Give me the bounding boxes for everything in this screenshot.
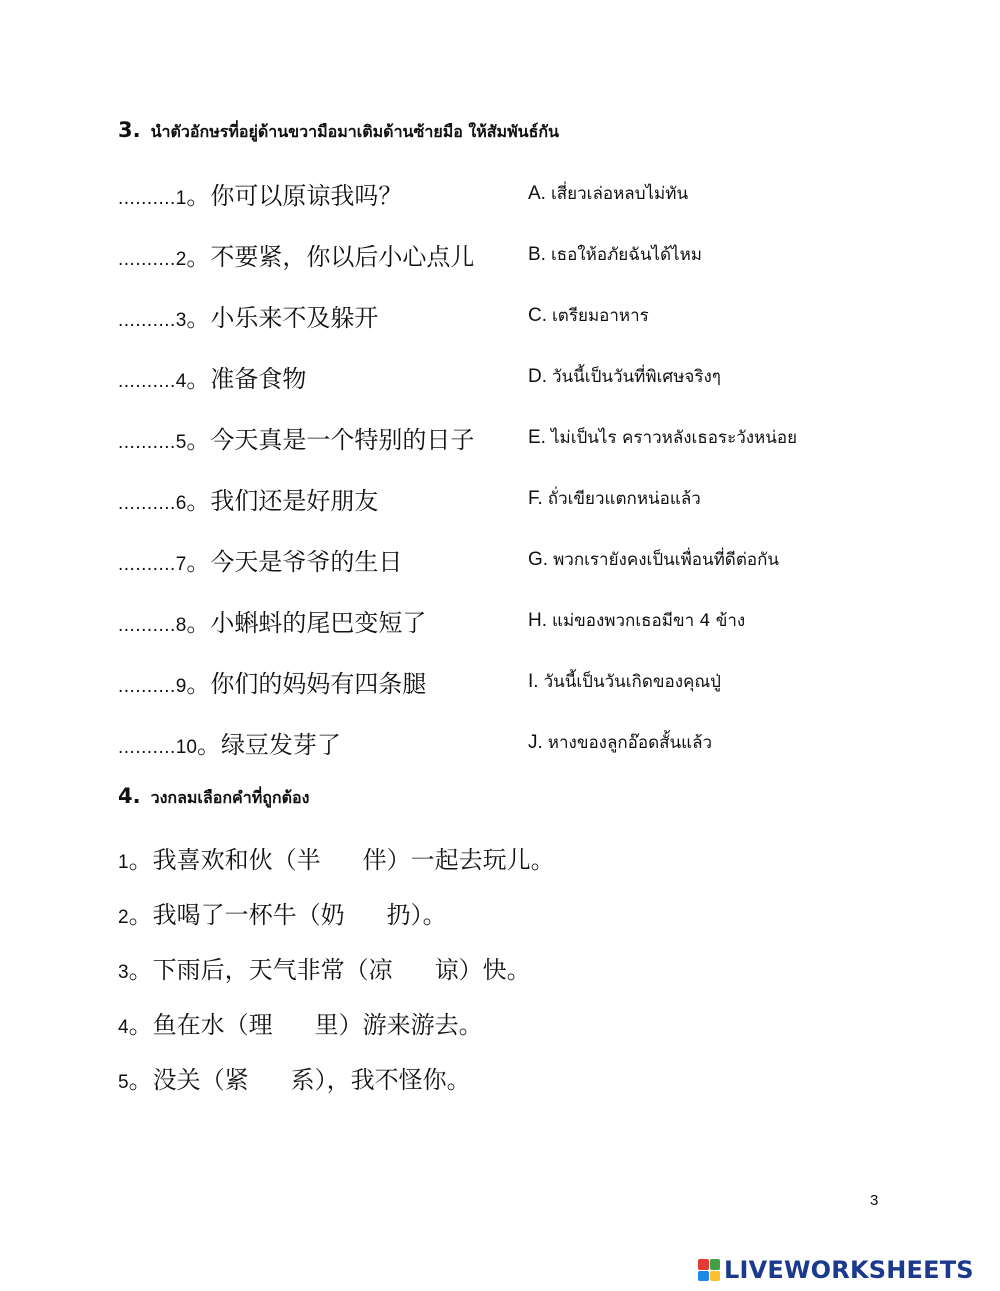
item-separator: 。: [186, 182, 211, 210]
match-item: [118, 542, 918, 582]
item-separator: 。: [186, 487, 211, 515]
item-separator: 。: [128, 901, 153, 929]
section-4-heading: [118, 784, 309, 811]
chinese-sentence: 你可以原谅我吗？: [210, 182, 403, 210]
sentence-start: 没关（: [152, 1066, 225, 1094]
thai-translation: แม่ของพวกเธอมีขา 4 ข้าง: [552, 611, 746, 631]
item-separator: 。: [186, 609, 211, 637]
thai-translation: เสี่ยวเล่อหลบไม่ทัน: [550, 184, 689, 204]
option-letter: D.: [528, 366, 547, 387]
logo-square-yellow: [710, 1271, 721, 1282]
option-letter: I.: [528, 671, 539, 692]
thai-translation: วันนี้เป็นวันที่พิเศษจริงๆ: [552, 367, 721, 387]
match-item: [118, 603, 918, 643]
item-separator: 。: [128, 846, 153, 874]
answer-blank[interactable]: ..........: [118, 249, 176, 270]
item-separator: 。: [128, 1011, 153, 1039]
logo-square-red: [698, 1259, 709, 1270]
sentence-start: 我喜欢和伙（: [152, 846, 297, 874]
item-number: 3: [175, 310, 187, 331]
choice-option-2[interactable]: 系: [290, 1066, 315, 1094]
choice-option-1[interactable]: 紧: [224, 1066, 249, 1094]
choice-option-2[interactable]: 伴: [362, 846, 387, 874]
choice-item: [118, 895, 447, 930]
choice-item: [118, 950, 531, 985]
choice-item: [118, 1005, 483, 1040]
match-item: [118, 359, 918, 399]
match-item: [118, 420, 918, 460]
thai-translation: ถั่วเขียวแตกหน่อแล้ว: [547, 489, 701, 509]
logo-square-green: [710, 1259, 721, 1270]
answer-blank[interactable]: ..........: [118, 432, 176, 453]
section-3-heading: [118, 118, 559, 145]
choice-option-2[interactable]: 里: [314, 1011, 339, 1039]
chinese-sentence: 你们的妈妈有四条腿: [210, 670, 427, 698]
item-separator: 。: [186, 243, 211, 271]
logo-square-blue: [698, 1271, 709, 1282]
choice-item: [118, 1060, 471, 1095]
item-number: 2: [175, 249, 187, 270]
sentence-start: 下雨后，天气非常（: [152, 956, 369, 984]
item-separator: 。: [186, 304, 211, 332]
option-letter: J.: [528, 732, 543, 753]
choice-option-2[interactable]: 谅: [434, 956, 459, 984]
answer-blank[interactable]: ..........: [118, 554, 176, 575]
liveworksheets-logo: [698, 1256, 974, 1284]
item-number: 6: [175, 493, 187, 514]
chinese-sentence: 今天真是一个特别的日子: [210, 426, 475, 454]
item-number: 3: [118, 962, 129, 983]
item-number: 10: [175, 737, 197, 758]
match-item: [118, 176, 918, 216]
section-3-instruction: นำตัวอักษรที่อยู่ด้านขวามือมาเติมด้านซ้ายมือ ให้สัมพันธ์กัน: [150, 122, 559, 141]
answer-blank[interactable]: ..........: [118, 615, 176, 636]
page-number: 3: [870, 1192, 879, 1209]
item-number: 4: [175, 371, 187, 392]
match-item: [118, 237, 918, 277]
item-number: 5: [175, 432, 187, 453]
chinese-sentence: 小蝌蚪的尾巴变短了: [210, 609, 427, 637]
match-item: [118, 481, 918, 521]
sentence-end: ）游来游去。: [338, 1011, 483, 1039]
choice-option-1[interactable]: 奶: [320, 901, 345, 929]
item-separator: 。: [186, 548, 211, 576]
item-separator: 。: [128, 956, 153, 984]
option-letter: A.: [528, 183, 546, 204]
item-number: 7: [175, 554, 187, 575]
option-letter: E.: [528, 427, 546, 448]
option-letter: H.: [528, 610, 547, 631]
match-item: [118, 664, 918, 704]
option-letter: B.: [528, 244, 546, 265]
item-number: 5: [118, 1072, 129, 1093]
answer-blank[interactable]: ..........: [118, 737, 176, 758]
chinese-sentence: 绿豆发芽了: [220, 731, 341, 759]
sentence-end: ），我不怪你。: [314, 1066, 471, 1094]
section-4-instruction: วงกลมเลือกคำที่ถูกต้อง: [150, 788, 310, 807]
section-3-number: 3.: [118, 118, 141, 142]
item-number: 4: [118, 1017, 129, 1038]
chinese-sentence: 今天是爷爷的生日: [210, 548, 403, 576]
answer-blank[interactable]: ..........: [118, 676, 176, 697]
item-separator: 。: [196, 731, 221, 759]
option-letter: C.: [528, 305, 547, 326]
section-4-number: 4.: [118, 784, 141, 808]
choice-option-1[interactable]: 半: [296, 846, 321, 874]
chinese-sentence: 我们还是好朋友: [210, 487, 379, 515]
item-separator: 。: [128, 1066, 153, 1094]
choice-option-1[interactable]: 理: [248, 1011, 273, 1039]
sentence-end: ）。: [410, 901, 447, 929]
choice-option-1[interactable]: 凉: [368, 956, 393, 984]
sentence-end: ）快。: [458, 956, 531, 984]
choice-option-2[interactable]: 扔: [386, 901, 411, 929]
thai-translation: พวกเรายังคงเป็นเพื่อนที่ดีต่อกัน: [553, 550, 780, 570]
thai-translation: เตรียมอาหาร: [552, 306, 649, 326]
item-separator: 。: [186, 365, 211, 393]
chinese-sentence: 小乐来不及躲开: [210, 304, 379, 332]
logo-icon: [698, 1259, 720, 1281]
thai-translation: ไม่เป็นไร คราวหลังเธอระวังหน่อย: [550, 428, 798, 448]
answer-blank[interactable]: ..........: [118, 188, 176, 209]
logo-text: LIVEWORKSHEETS: [724, 1256, 974, 1284]
match-item: [118, 298, 918, 338]
chinese-sentence: 准备食物: [210, 365, 307, 393]
item-number: 1: [118, 852, 129, 873]
match-item: [118, 725, 918, 765]
chinese-sentence: 不要紧，你以后小心点儿: [210, 243, 475, 271]
sentence-start: 鱼在水（: [152, 1011, 249, 1039]
answer-blank[interactable]: ..........: [118, 310, 176, 331]
item-separator: 。: [186, 426, 211, 454]
item-number: 2: [118, 907, 129, 928]
thai-translation: เธอให้อภัยฉันได้ไหม: [550, 245, 702, 265]
answer-blank[interactable]: ..........: [118, 371, 176, 392]
sentence-start: 我喝了一杯牛（: [152, 901, 321, 929]
thai-translation: วันนี้เป็นวันเกิดของคุณปู่: [543, 672, 721, 692]
choice-item: [118, 840, 555, 875]
item-number: 1: [175, 188, 187, 209]
item-separator: 。: [186, 670, 211, 698]
item-number: 8: [175, 615, 187, 636]
item-number: 9: [175, 676, 187, 697]
thai-translation: หางของลูกอ๊อดสั้นแล้ว: [547, 733, 713, 753]
option-letter: G.: [528, 549, 549, 570]
sentence-end: ）一起去玩儿。: [386, 846, 555, 874]
answer-blank[interactable]: ..........: [118, 493, 176, 514]
option-letter: F.: [528, 488, 543, 509]
